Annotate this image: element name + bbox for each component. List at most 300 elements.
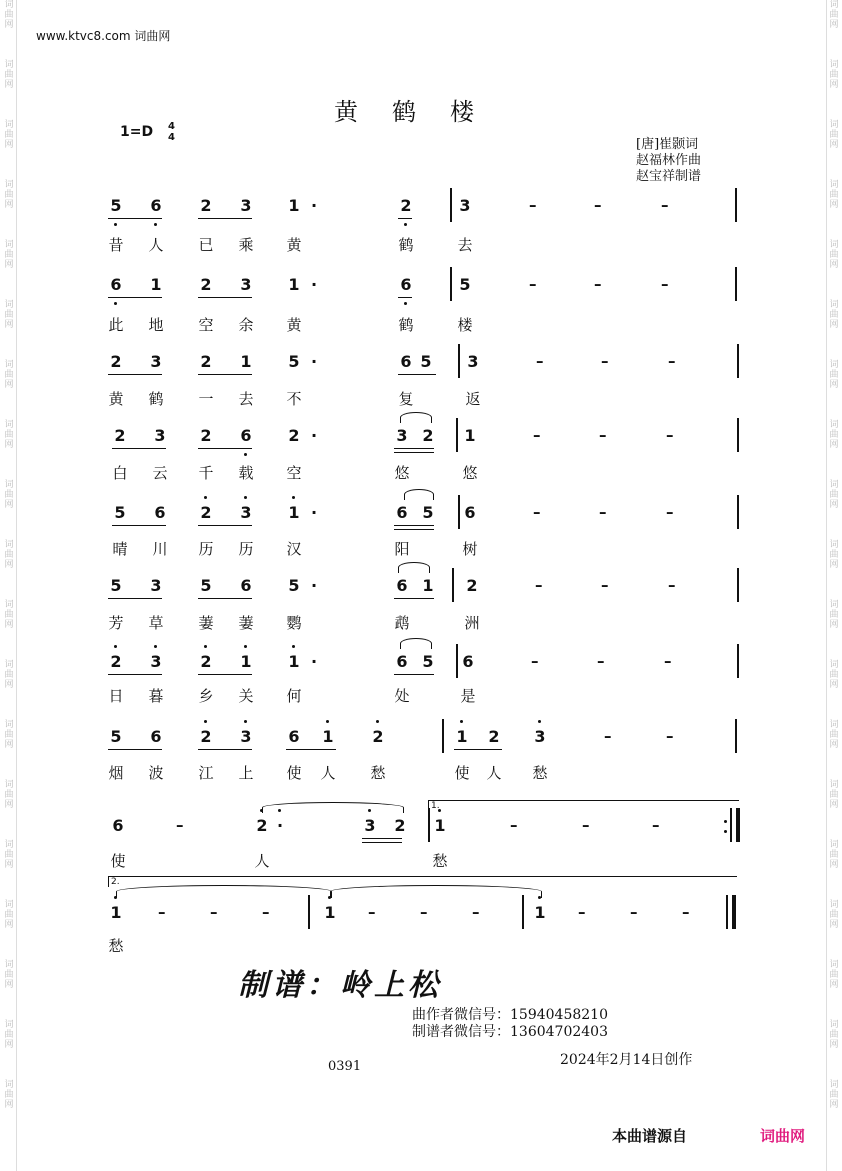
watermark-right-column: [826, 0, 841, 1171]
time-signature: [168, 121, 175, 143]
watermark-text: 词 曲 网: [4, 960, 14, 990]
lyric: 历: [198, 540, 214, 558]
lyric: 阳: [394, 540, 410, 558]
note: 3: [240, 727, 252, 746]
note: 3: [364, 816, 376, 835]
beam-underline: [394, 525, 434, 526]
lyric: 空: [198, 316, 214, 334]
barline: [737, 418, 739, 452]
site-url[interactable]: www.ktvc8.com 词曲网: [36, 29, 171, 43]
lyric: 黄: [108, 390, 124, 408]
watermark-text: 词 曲 网: [4, 180, 14, 210]
note: 1: [240, 652, 252, 671]
lyric: 芳: [108, 614, 124, 632]
meter-bottom: 4: [168, 132, 175, 143]
lyric: 载: [238, 464, 254, 482]
barline: [442, 719, 444, 753]
lyric: 草: [148, 614, 164, 632]
note: 3: [459, 196, 471, 215]
note: 5: [422, 652, 434, 671]
beat-dash: –: [661, 275, 669, 293]
beam-underline: [108, 749, 162, 750]
beat-dash: –: [531, 652, 539, 670]
lyric: 人: [148, 236, 164, 254]
note: 6: [240, 576, 252, 595]
barline: [458, 495, 460, 529]
beat-dash: –: [661, 196, 669, 214]
beam-underline: [112, 448, 166, 449]
note: 6: [240, 426, 252, 445]
note: 2: [200, 196, 212, 215]
source-label: 本曲谱源自: [612, 1127, 688, 1145]
beam-underline: [362, 838, 402, 839]
lyric: 波: [148, 764, 164, 782]
beat-dash: –: [472, 903, 480, 921]
beat-dash: –: [666, 503, 674, 521]
note: 5: [422, 503, 434, 522]
beat-dash: –: [510, 816, 518, 834]
lyric: 余: [238, 316, 254, 334]
beam-underline: [394, 598, 434, 599]
lyric: 不: [286, 390, 302, 408]
lyric: 乘: [238, 236, 254, 254]
barline: [458, 344, 460, 378]
note: 3: [240, 503, 252, 522]
watermark-text: 词 曲 网: [829, 480, 839, 510]
lyric: 愁: [108, 937, 124, 955]
note: 1: [456, 727, 468, 746]
high-octave-dot: [114, 645, 117, 648]
beat-dash: –: [210, 903, 218, 921]
high-octave-dot: [244, 645, 247, 648]
note: ·: [310, 652, 318, 671]
note: 2: [200, 652, 212, 671]
repeat-barline: [730, 808, 732, 842]
barline: [450, 188, 452, 222]
note: 2: [466, 576, 478, 595]
barline: [737, 495, 739, 529]
note: 3: [396, 426, 408, 445]
beam-underline: [398, 297, 412, 298]
beat-dash: –: [599, 503, 607, 521]
note: 2: [110, 352, 122, 371]
lyric: 返: [465, 390, 481, 408]
note: 2: [200, 727, 212, 746]
note: 2: [114, 426, 126, 445]
note: 3: [150, 652, 162, 671]
watermark-text: 词 曲 网: [4, 900, 14, 930]
arranger-wechat: 制谱者微信号：13604702403: [412, 1024, 608, 1040]
note: 5: [110, 727, 122, 746]
note: 1: [240, 352, 252, 371]
note: 5: [288, 576, 300, 595]
beat-dash: –: [668, 352, 676, 370]
high-octave-dot: [292, 496, 295, 499]
note: 2: [200, 426, 212, 445]
watermark-text: 词 曲 网: [4, 540, 14, 570]
note: 2: [488, 727, 500, 746]
watermark-text: 词 曲 网: [4, 780, 14, 810]
low-octave-dot: [114, 302, 117, 305]
lyric: 去: [238, 390, 254, 408]
barline: [737, 568, 739, 602]
watermark-text: 词 曲 网: [4, 240, 14, 270]
note: 5: [420, 352, 432, 371]
note: 2: [394, 816, 406, 835]
watermark-text: 词 曲 网: [4, 720, 14, 750]
composer-wechat: 曲作者微信号：15940458210: [412, 1007, 608, 1023]
note: 6: [110, 275, 122, 294]
beam-underline: [286, 749, 336, 750]
beat-dash: –: [582, 816, 590, 834]
watermark-text: 词 曲 网: [4, 0, 14, 30]
note: 6: [462, 652, 474, 671]
note: 6: [464, 503, 476, 522]
lyric: 历: [238, 540, 254, 558]
barline: [428, 808, 430, 842]
watermark-text: 词 曲 网: [829, 120, 839, 150]
beam-underline: [112, 525, 166, 526]
note: 5: [288, 352, 300, 371]
watermark-text: 词 曲 网: [829, 1020, 839, 1050]
note: 6: [400, 275, 412, 294]
beat-dash: –: [262, 903, 270, 921]
beat-dash: –: [601, 352, 609, 370]
lyric: 白: [112, 464, 128, 482]
barline: [735, 267, 737, 301]
note: 1: [288, 196, 300, 215]
volta-bracket: [428, 800, 739, 811]
high-octave-dot: [376, 720, 379, 723]
beam-underline: [198, 525, 252, 526]
slur: [400, 412, 432, 423]
song-title: 黄鹤楼: [334, 98, 508, 126]
note: 6: [112, 816, 124, 835]
high-octave-dot: [326, 720, 329, 723]
final-barline: [736, 808, 740, 842]
note: 2: [400, 196, 412, 215]
lyric: 去: [457, 236, 473, 254]
high-octave-dot: [204, 720, 207, 723]
lyric: 地: [148, 316, 164, 334]
beat-dash: –: [599, 426, 607, 444]
final-barline: [732, 895, 736, 929]
watermark-text: 词 曲 网: [829, 240, 839, 270]
lyric: 晴: [112, 540, 128, 558]
beam-underline: [198, 374, 252, 375]
note: ·: [310, 196, 318, 215]
high-octave-dot: [154, 645, 157, 648]
lyric: 日: [108, 687, 124, 705]
watermark-text: 词 曲 网: [829, 780, 839, 810]
note: 1: [288, 652, 300, 671]
lyric: 江: [198, 764, 214, 782]
note: 1: [288, 275, 300, 294]
high-octave-dot: [538, 720, 541, 723]
beam-underline: [198, 749, 252, 750]
note: 2: [372, 727, 384, 746]
repeat-dot: [724, 820, 727, 823]
lyric: 暮: [148, 687, 164, 705]
lyric: 悠: [462, 464, 478, 482]
slur: [404, 489, 434, 500]
beam-underline: [198, 297, 252, 298]
lyric: 愁: [432, 852, 448, 870]
beat-dash: –: [368, 903, 376, 921]
watermark-text: 词 曲 网: [4, 420, 14, 450]
lyric: 黄: [286, 236, 302, 254]
lyric: 人: [320, 764, 336, 782]
lyric: 关: [238, 687, 254, 705]
note: 6: [396, 576, 408, 595]
slur: [262, 802, 404, 813]
watermark-text: 词 曲 网: [829, 660, 839, 690]
lyric: 川: [152, 540, 168, 558]
watermark-text: 词 曲 网: [4, 120, 14, 150]
lyric: 使: [454, 764, 470, 782]
low-octave-dot: [154, 223, 157, 226]
note: 6: [154, 503, 166, 522]
lyric: 昔: [108, 236, 124, 254]
composer-credit: 赵福林作曲: [636, 153, 702, 168]
note: 3: [467, 352, 479, 371]
lyric: 愁: [370, 764, 386, 782]
lyric: 鹦: [286, 614, 302, 632]
beam-underline: [108, 598, 162, 599]
note: 1: [434, 816, 446, 835]
watermark-text: 词 曲 网: [829, 900, 839, 930]
beat-dash: –: [597, 652, 605, 670]
barline: [522, 895, 524, 929]
note: 3: [150, 352, 162, 371]
watermark-text: 词 曲 网: [829, 960, 839, 990]
creation-date: 2024年2月14日创作: [560, 1052, 693, 1068]
watermark-text: 词 曲 网: [4, 600, 14, 630]
watermark-text: 词 曲 网: [829, 300, 839, 330]
note: 5: [114, 503, 126, 522]
note: ·: [310, 426, 318, 445]
beat-dash: –: [594, 275, 602, 293]
lyric: 楼: [457, 316, 473, 334]
lyric: 萋: [238, 614, 254, 632]
low-octave-dot: [404, 302, 407, 305]
beam-underline-double: [394, 529, 434, 530]
beat-dash: –: [664, 652, 672, 670]
beat-dash: –: [630, 903, 638, 921]
high-octave-dot: [204, 645, 207, 648]
barline: [735, 188, 737, 222]
beam-underline: [108, 674, 162, 675]
contact-info: [412, 1007, 608, 1041]
beat-dash: –: [420, 903, 428, 921]
beat-dash: –: [529, 196, 537, 214]
barline: [737, 344, 739, 378]
beam-underline-double: [394, 452, 434, 453]
note: 1: [322, 727, 334, 746]
beat-dash: –: [535, 576, 543, 594]
note: 2: [200, 503, 212, 522]
note: 1: [464, 426, 476, 445]
volta-number: 1.: [431, 801, 440, 811]
note: ·: [276, 816, 284, 835]
lyric: 使: [110, 852, 126, 870]
lyric: 鹤: [398, 316, 414, 334]
note: 5: [110, 196, 122, 215]
beam-underline: [198, 674, 252, 675]
high-octave-dot: [292, 645, 295, 648]
note: 6: [400, 352, 412, 371]
lyricist-credit: [唐]崔颢词: [636, 137, 699, 152]
barline: [452, 568, 454, 602]
arranger-signature: 制谱：岭上松: [238, 968, 442, 1003]
watermark-text: 词 曲 网: [829, 180, 839, 210]
note: 2: [288, 426, 300, 445]
beat-dash: –: [533, 503, 541, 521]
lyric: 汉: [286, 540, 302, 558]
lyric: 黄: [286, 316, 302, 334]
barline: [737, 644, 739, 678]
beat-dash: –: [604, 727, 612, 745]
beam-underline: [198, 218, 252, 219]
lyric: 何: [286, 687, 302, 705]
note: 3: [534, 727, 546, 746]
beam-underline: [394, 674, 434, 675]
note: 1: [534, 903, 546, 922]
score-code: 0391: [328, 1059, 362, 1074]
high-octave-dot: [204, 496, 207, 499]
beat-dash: –: [652, 816, 660, 834]
note: 6: [150, 196, 162, 215]
watermark-text: 词 曲 网: [4, 1080, 14, 1110]
lyric: 复: [398, 390, 414, 408]
high-octave-dot: [244, 496, 247, 499]
beam-underline: [108, 374, 162, 375]
note: 2: [110, 652, 122, 671]
beam-underline: [454, 749, 502, 750]
beat-dash: –: [536, 352, 544, 370]
beam-underline: [398, 218, 412, 219]
beat-dash: –: [682, 903, 690, 921]
source-brand-link[interactable]: 词曲网: [760, 1127, 806, 1145]
lyric: 萋: [198, 614, 214, 632]
note: 1: [110, 903, 122, 922]
key-signature: 1=D: [120, 124, 154, 140]
lyric: 已: [198, 236, 214, 254]
note: 5: [200, 576, 212, 595]
lyric: 使: [286, 764, 302, 782]
beat-dash: –: [668, 576, 676, 594]
barline: [450, 267, 452, 301]
beat-dash: –: [594, 196, 602, 214]
beam-underline: [398, 374, 436, 375]
barline: [735, 719, 737, 753]
beat-dash: –: [529, 275, 537, 293]
note: 2: [200, 352, 212, 371]
watermark-text: 词 曲 网: [4, 840, 14, 870]
lyric: 悠: [394, 464, 410, 482]
lyric: 洲: [464, 614, 480, 632]
watermark-text: 词 曲 网: [4, 480, 14, 510]
volta-bracket: [108, 876, 737, 887]
note: 2: [256, 816, 268, 835]
lyric: 乡: [198, 687, 214, 705]
low-octave-dot: [114, 223, 117, 226]
watermark-text: 词 曲 网: [4, 300, 14, 330]
watermark-text: 词 曲 网: [4, 60, 14, 90]
lyric: 一: [198, 390, 214, 408]
note: 1: [324, 903, 336, 922]
note: 2: [422, 426, 434, 445]
note: 1: [150, 275, 162, 294]
note: 6: [396, 503, 408, 522]
note: 5: [110, 576, 122, 595]
lyric: 千: [198, 464, 214, 482]
credits: [636, 137, 701, 185]
beat-dash: –: [578, 903, 586, 921]
beam-underline: [198, 598, 252, 599]
note: 6: [150, 727, 162, 746]
lyric: 空: [286, 464, 302, 482]
note: 3: [240, 275, 252, 294]
watermark-text: 词 曲 网: [829, 420, 839, 450]
beam-underline: [394, 448, 434, 449]
slur: [398, 562, 430, 573]
beam-underline: [198, 448, 252, 449]
low-octave-dot: [404, 223, 407, 226]
note: 1: [288, 503, 300, 522]
beat-dash: –: [666, 426, 674, 444]
watermark-text: 词 曲 网: [829, 600, 839, 630]
note: 6: [396, 652, 408, 671]
note: ·: [310, 352, 318, 371]
lyric: 鹤: [148, 390, 164, 408]
repeat-dot: [724, 830, 727, 833]
lyric: 上: [238, 764, 254, 782]
note: 3: [240, 196, 252, 215]
note: 3: [154, 426, 166, 445]
meter-top: 4: [168, 121, 175, 132]
slur: [400, 638, 432, 649]
high-octave-dot: [460, 720, 463, 723]
note: 2: [200, 275, 212, 294]
note: ·: [310, 275, 318, 294]
arranger-credit: 赵宝祥制谱: [636, 169, 702, 184]
watermark-text: 词 曲 网: [829, 840, 839, 870]
watermark-text: 词 曲 网: [829, 360, 839, 390]
lyric: 人: [486, 764, 502, 782]
lyric: 云: [152, 464, 168, 482]
low-octave-dot: [244, 453, 247, 456]
watermark-text: 词 曲 网: [829, 720, 839, 750]
beam-underline: [108, 297, 162, 298]
watermark-text: 词 曲 网: [829, 60, 839, 90]
watermark-text: 词 曲 网: [829, 540, 839, 570]
beat-dash: –: [158, 903, 166, 921]
lyric: 此: [108, 316, 124, 334]
beam-underline-double: [362, 842, 402, 843]
note: 6: [288, 727, 300, 746]
watermark-text: 词 曲 网: [4, 660, 14, 690]
watermark-text: 词 曲 网: [4, 1020, 14, 1050]
lyric: 愁: [532, 764, 548, 782]
beat-dash: –: [533, 426, 541, 444]
watermark-left-column: [2, 0, 17, 1171]
note: ·: [310, 503, 318, 522]
lyric: 人: [254, 852, 270, 870]
high-octave-dot: [244, 720, 247, 723]
beat-dash: –: [601, 576, 609, 594]
watermark-text: 词 曲 网: [4, 360, 14, 390]
